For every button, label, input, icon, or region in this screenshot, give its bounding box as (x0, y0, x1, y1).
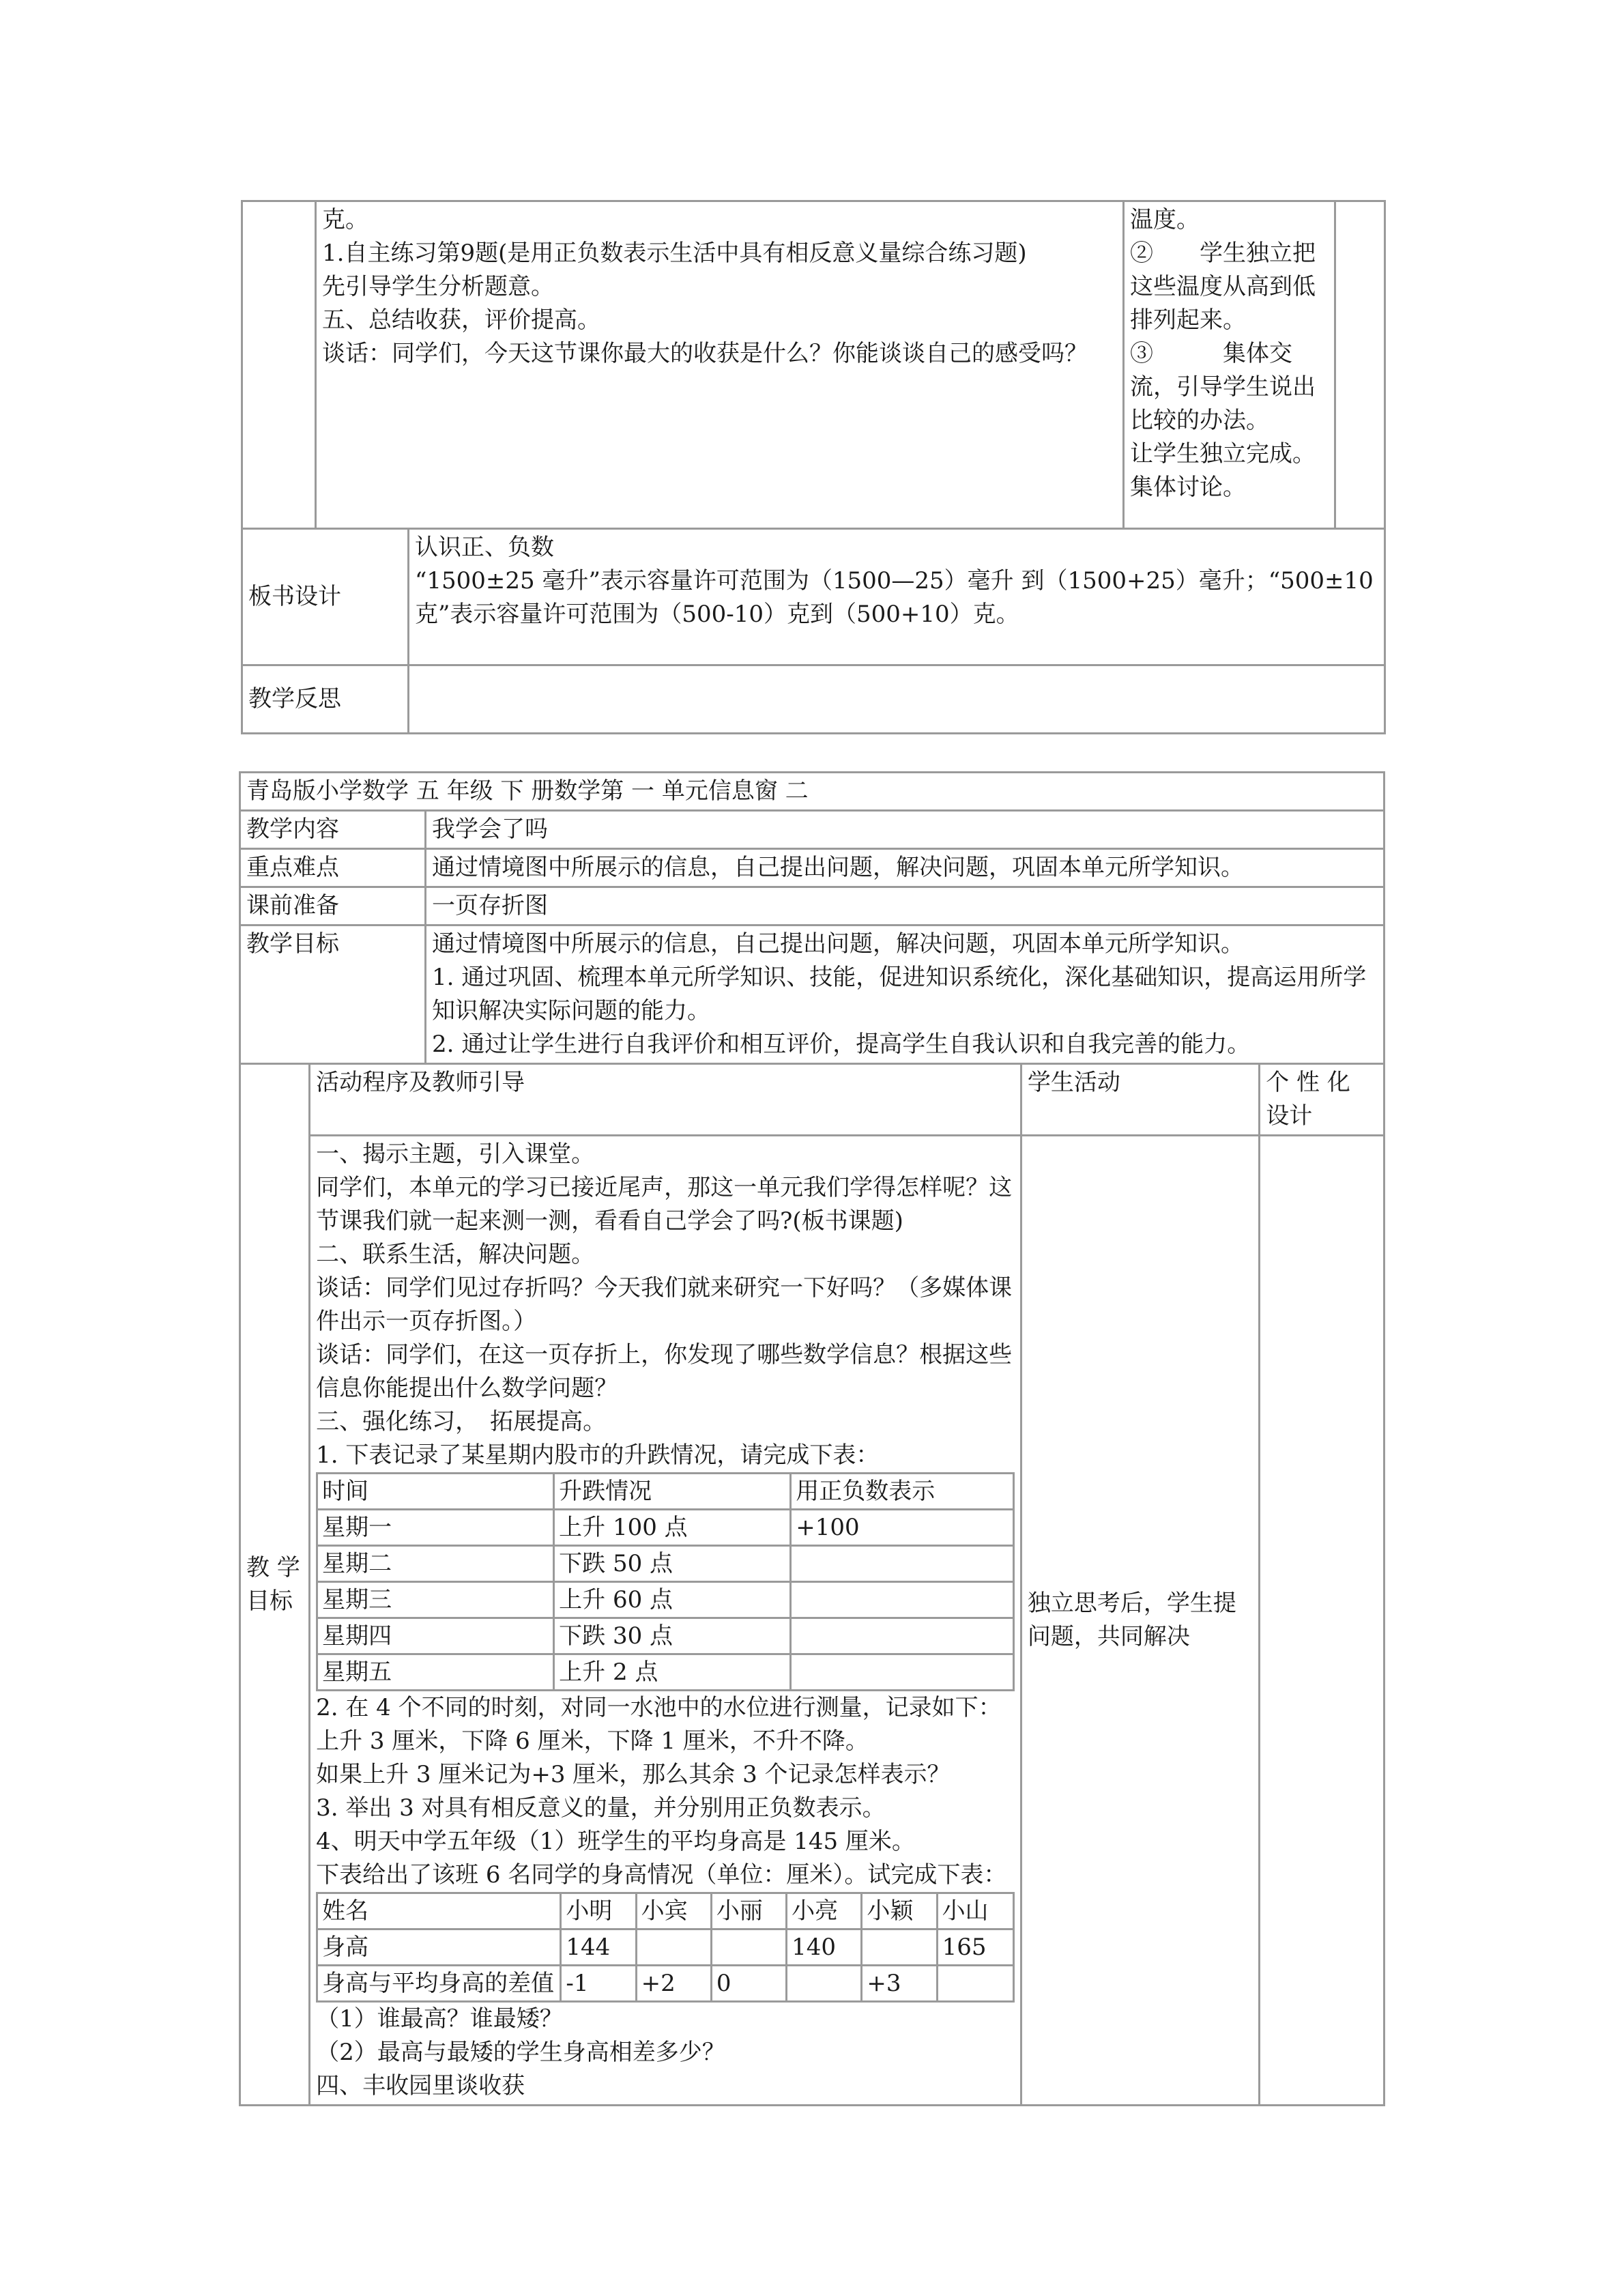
reflection-label: 教学反思 (242, 665, 409, 734)
student-name: 小明 (561, 1893, 636, 1929)
diff-cell: +2 (636, 1966, 711, 2002)
stock-cell: 下跌 30 点 (554, 1618, 791, 1654)
goal-line: 通过情境图中所展示的信息，自己提出问题，解决问题，巩固本单元所学知识。 (431, 930, 1244, 958)
body-line: 谈话：同学们，在这一页存折上，你发现了哪些数学信息？根据这些信息你能提出什么数学问题？ (316, 1341, 1013, 1402)
activity-line: 五、总结收获，评价提高。 (322, 306, 600, 334)
diff-cell (787, 1966, 862, 2002)
board-design-cell (409, 529, 1385, 665)
row-label: 课前准备 (240, 887, 426, 925)
goal-line: 2. 通过让学生进行自我评价和相互评价，提高学生自我认识和自我完善的能力。 (431, 1031, 1251, 1058)
board-text: “1500±25 毫升”表示容量许可范围为（1500—25）毫升 到（1500+25）毫升；“500±10克”表示容量许可范围为（500-10）克到（500+10）克。 (415, 567, 1374, 628)
diff-cell: +3 (862, 1966, 937, 2002)
body-line: 4、明天中学五年级（1）班学生的平均身高是 145 厘米。 (316, 1828, 915, 1855)
body-line: （2）最高与最矮的学生身高相差多少？ (316, 2039, 725, 2066)
continuation-table (241, 200, 1386, 734)
body-line: 1. 下表记录了某星期内股市的升跌情况，请完成下表： (316, 1441, 880, 1469)
height-row-label: 身高与平均身高的差值 (317, 1966, 561, 2002)
col-design-header: 个 性 化 设计 (1260, 1064, 1384, 1136)
stock-cell: 星期三 (317, 1582, 554, 1618)
height-row-label: 身高 (317, 1929, 561, 1966)
col-activity-header: 活动程序及教师引导 (310, 1064, 1021, 1136)
lesson-header: 青岛版小学数学 五 年级 下 册数学第 一 单元信息窗 二 (240, 773, 1384, 811)
stock-cell: 星期二 (317, 1546, 554, 1582)
student-line: 让学生独立完成。 (1130, 440, 1316, 468)
blank-side-cell (242, 201, 316, 529)
activity-line: 谈话：同学们，今天这节课你最大的收获是什么？你能谈谈自己的感受吗？ (322, 340, 1088, 367)
diff-cell (937, 1966, 1013, 2002)
row-value: 一页存折图 (425, 887, 1384, 925)
activity-body (310, 1136, 1021, 2106)
stock-cell (791, 1546, 1014, 1582)
side-label (240, 1064, 310, 2106)
height-cell (636, 1929, 711, 1966)
stock-header: 时间 (317, 1474, 554, 1510)
goal-line: 1. 通过巩固、梳理本单元所学知识、技能，促进知识系统化，深化基础知识，提高运用所学知识解决实际问题的能力。 (431, 964, 1367, 1024)
row-value: 通过情境图中所展示的信息，自己提出问题，解决问题，巩固本单元所学知识。 (425, 849, 1384, 887)
board-label: 板书设计 (242, 529, 409, 665)
body-line: 三、强化练习， 拓展提高。 (316, 1408, 607, 1435)
activity-line: 1.自主练习第9题(是用正负数表示生活中具有相反意义量综合练习题) (322, 240, 1027, 267)
student-name: 小丽 (711, 1893, 786, 1929)
stock-cell: 上升 60 点 (554, 1582, 791, 1618)
stock-cell: +100 (791, 1510, 1014, 1546)
activity-line: 先引导学生分析题意。 (322, 273, 554, 300)
height-cell (862, 1929, 937, 1966)
student-name: 小亮 (787, 1893, 862, 1929)
body-line: 上升 3 厘米，下降 6 厘米，下降 1 厘米，不升不降。 (316, 1727, 869, 1755)
activity-line: 克。 (322, 206, 368, 233)
stock-cell: 下跌 50 点 (554, 1546, 791, 1582)
height-cell: 165 (937, 1929, 1013, 1966)
col-student-header: 学生活动 (1021, 1064, 1259, 1136)
body-line: 如果上升 3 厘米记为+3 厘米，那么其余 3 个记录怎样表示？ (316, 1761, 951, 1788)
stock-cell: 星期四 (317, 1618, 554, 1654)
stock-cell (791, 1618, 1014, 1654)
height-cell (711, 1929, 786, 1966)
row-value: 我学会了吗 (425, 811, 1384, 849)
side-label-text: 教 学目标 (246, 1553, 300, 1615)
reflection-cell (409, 665, 1385, 734)
design-body (1260, 1136, 1384, 2106)
design-cell (1335, 201, 1385, 529)
lesson-table (239, 771, 1385, 2106)
board-title: 认识正、负数 (415, 534, 554, 561)
student-line: 集体讨论。 (1130, 474, 1246, 501)
height-cell: 144 (561, 1929, 636, 1966)
goals-cell (425, 925, 1384, 1064)
body-line: 一、揭示主题，引入课堂。 (316, 1140, 595, 1168)
body-line: 同学们，本单元的学习已接近尾声，那这一单元我们学得怎样呢？这节课我们就一起来测一测，看看自己学会了吗?(板书课题) (316, 1174, 1013, 1235)
stock-cell (791, 1582, 1014, 1618)
row-label: 重点难点 (240, 849, 426, 887)
activity-cell (316, 201, 1124, 529)
diff-cell: -1 (561, 1966, 636, 2002)
stock-cell (791, 1654, 1014, 1691)
row-label: 教学内容 (240, 811, 426, 849)
body-line: 3. 举出 3 对具有相反意义的量，并分别用正负数表示。 (316, 1794, 886, 1822)
student-name: 小山 (937, 1893, 1013, 1929)
body-line: 2. 在 4 个不同的时刻，对同一水池中的水位进行测量，记录如下： (316, 1694, 1002, 1721)
diff-cell: 0 (711, 1966, 786, 2002)
body-line: 四、丰收园里谈收获 (316, 2072, 525, 2099)
body-line: 下表给出了该班 6 名同学的身高情况（单位：厘米）。试完成下表： (316, 1861, 1007, 1889)
student-activity-body: 独立思考后，学生提问题，共同解决 (1021, 1136, 1259, 2106)
height-cell: 140 (787, 1929, 862, 1966)
stock-header: 用正负数表示 (791, 1474, 1014, 1510)
student-line: ③ 集体交流，引导学生说出比较的办法。 (1130, 340, 1316, 434)
body-line: （1）谁最高？谁最矮？ (316, 2005, 563, 2033)
body-line: 谈话：同学们见过存折吗？今天我们就来研究一下好吗？（多媒体课件出示一页存折图。） (316, 1274, 1013, 1335)
body-line: 二、联系生活，解决问题。 (316, 1241, 595, 1268)
stock-cell: 星期一 (317, 1510, 554, 1546)
stock-cell: 星期五 (317, 1654, 554, 1691)
student-line: ② 学生独立把这些温度从高到低排列起来。 (1130, 240, 1316, 334)
goals-label: 教学目标 (240, 925, 426, 1064)
student-name: 小宾 (636, 1893, 711, 1929)
stock-header: 升跌情况 (554, 1474, 791, 1510)
height-row-label: 姓名 (317, 1893, 561, 1929)
stock-cell: 上升 100 点 (554, 1510, 791, 1546)
stock-cell: 上升 2 点 (554, 1654, 791, 1691)
student-name: 小颖 (862, 1893, 937, 1929)
stock-table (316, 1472, 1015, 1691)
height-table (316, 1892, 1015, 2003)
student-line: 温度。 (1130, 206, 1200, 233)
student-activity-cell (1124, 201, 1335, 529)
